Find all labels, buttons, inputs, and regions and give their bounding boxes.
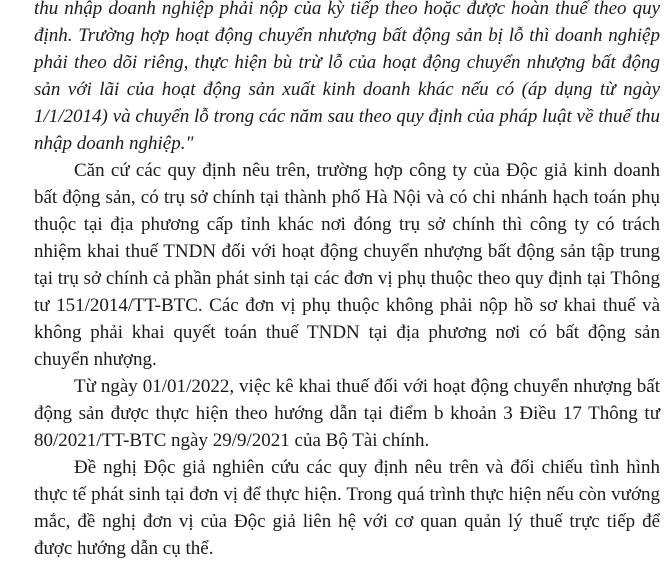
quote-continuation-paragraph: thu nhập doanh nghiệp phải nộp của kỳ tiếp theo hoặc được hoàn thuế theo quy định. Trường hợp hoạt động chuyển nhượng bất động sản bị lỗ thì doanh nghiệp phải theo dõi riêng, thực hiện bù trừ lỗ của hoạt động chuyển nhượng bất động sản với lãi của hoạt động sản xuất kinh doanh khác nếu có (áp dụng từ ngày 1/1/2014) và chuyển lỗ trong các năm sau theo quy định của pháp luật về thuế thu nhập doanh nghiệp." — [34, 0, 660, 154]
recommendation-paragraph: Đề nghị Độc giả nghiên cứu các quy định nêu trên và đối chiếu tình hình thực tế phát sinh tại đơn vị để thực hiện. Trong quá trình thực hiện nếu còn vướng mắc, đề nghị đơn vị của Độc giả liên hệ với cơ quan quản lý thuế trực tiếp để được hướng dẫn cụ thể. — [34, 457, 660, 559]
from-2022-paragraph: Từ ngày 01/01/2022, việc kê khai thuế đối với hoạt động chuyển nhượng bất động sản được thực hiện theo hướng dẫn tại điểm b khoản 3 Điều 17 Thông tư 80/2021/TT-BTC ngày 29/9/2021 của Bộ Tài chính. — [34, 376, 660, 451]
basis-paragraph: Căn cứ các quy định nêu trên, trường hợp công ty của Độc giả kinh doanh bất động sản, có trụ sở chính tại thành phố Hà Nội và có chi nhánh hạch toán phụ thuộc tại địa phương cấp tỉnh khác nơi đóng trụ sở chính thì công ty có trách nhiệm khai thuế TNDN đối với hoạt động chuyển nhượng bất động sản tập trung tại trụ sở chính cả phần phát sinh tại các đơn vị phụ thuộc theo quy định tại Thông tư 151/2014/TT-BTC. Các đơn vị phụ thuộc không phải nộp hồ sơ khai thuế và không phải khai quyết toán thuế TNDN tại địa phương nơi có bất động sản chuyển nhượng. — [34, 160, 660, 370]
